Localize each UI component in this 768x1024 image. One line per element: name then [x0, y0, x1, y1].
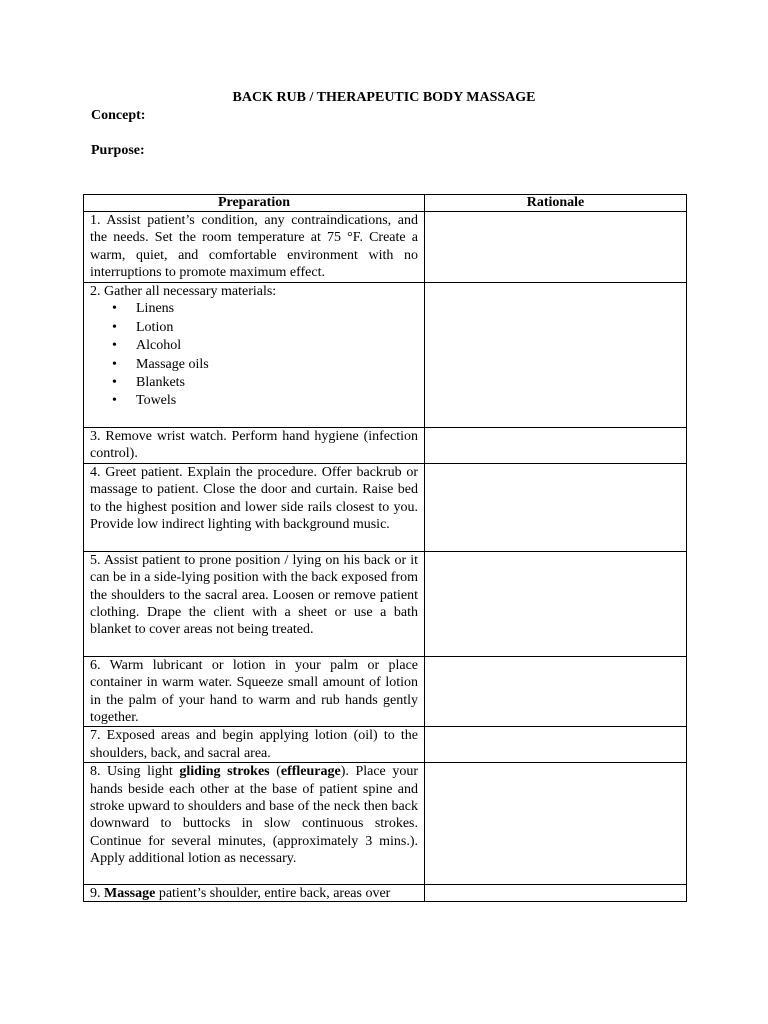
table-row [84, 428, 687, 464]
materials-list [90, 300, 418, 410]
step-text-lead: 8. Using light [90, 764, 180, 780]
concept-label: Concept: [91, 108, 146, 123]
preparation-cell [84, 283, 425, 428]
preparation-cell [84, 656, 425, 727]
rationale-cell [425, 428, 687, 464]
gliding-strokes-term: gliding strokes [179, 764, 270, 780]
effleurage-term: effleurage [280, 764, 341, 780]
rationale-cell [425, 463, 687, 551]
table-row [84, 727, 687, 763]
rationale-cell [425, 283, 687, 428]
table-row [84, 551, 687, 656]
list-item: • Lotion [136, 319, 418, 337]
step-text: 2. Gather all necessary materials: [90, 284, 277, 299]
document-title: BACK RUB / THERAPEUTIC BODY MASSAGE [232, 90, 536, 105]
step-text: 4. Greet patient. Explain the procedure. Offer backrub or massage to patient. Close the door and curtain. Raise bed to the highest position and lower side rails closest to you. Provide low indirect lighting with background music. [90, 464, 418, 533]
step-text: 7. Exposed areas and begin applying lotion (oil) to the shoulders, back, and sacral area. [90, 728, 418, 761]
preparation-cell [84, 212, 425, 283]
step-text [90, 763, 418, 867]
table-row [84, 212, 687, 283]
list-item: • Towels [136, 392, 418, 410]
table-row [84, 463, 687, 551]
list-item: • Massage oils [136, 356, 418, 374]
step-text-rest: ). Place your hands beside each other at the base of patient spine and stroke upward to shoulders and base of the neck then back downward to buttocks in slow continuous strokes. Continue for several minutes, (approximately 3 mins.). Apply additional lotion as necessary. [90, 764, 418, 867]
step-text: 1. Assist patient’s condition, any contraindications, and the needs. Set the room temperature at 75 °F. Create a warm, quiet, and comfortable environment with no interruptions to promote maximum effect. [90, 213, 418, 281]
preparation-cell [84, 885, 425, 902]
rationale-cell [425, 656, 687, 727]
table-row [84, 656, 687, 727]
table-row [84, 283, 687, 428]
preparation-cell [84, 551, 425, 656]
step-text [90, 885, 418, 901]
step-text-mid: ( [269, 764, 281, 780]
list-item: • Blankets [136, 374, 418, 392]
massage-term: Massage [104, 886, 156, 902]
rationale-cell [425, 212, 687, 283]
table-header-row [84, 195, 687, 212]
rationale-header: Rationale [425, 195, 687, 212]
step-text: 3. Remove wrist watch. Perform hand hygiene (infection control). [90, 429, 418, 462]
step-text-lead: 9. [90, 886, 104, 902]
purpose-label: Purpose: [91, 143, 145, 158]
rationale-cell [425, 763, 687, 885]
preparation-cell [84, 763, 425, 885]
procedure-table [83, 194, 687, 902]
table-row [84, 763, 687, 885]
list-item: • Alcohol [136, 337, 418, 355]
rationale-cell [425, 727, 687, 763]
step-text: 5. Assist patient to prone position / lying on his back or it can be in a side-lying position with the back exposed from the shoulders to the sacral area. Loosen or remove patient clothing. Drape the client with a sheet or use a bath blanket to cover areas not being treated. [90, 552, 418, 638]
preparation-cell [84, 463, 425, 551]
rationale-cell [425, 551, 687, 656]
preparation-header: Preparation [84, 195, 425, 212]
list-item: • Linens [136, 300, 418, 318]
preparation-cell [84, 727, 425, 763]
step-text: 6. Warm lubricant or lotion in your palm or place container in warm water. Squeeze small amount of lotion in the palm of your hand to warm and rub hands gently together. [90, 657, 418, 726]
step-text-rest: patient’s shoulder, entire back, areas over [155, 886, 391, 902]
rationale-cell [425, 885, 687, 902]
preparation-cell [84, 428, 425, 464]
table-row [84, 885, 687, 902]
